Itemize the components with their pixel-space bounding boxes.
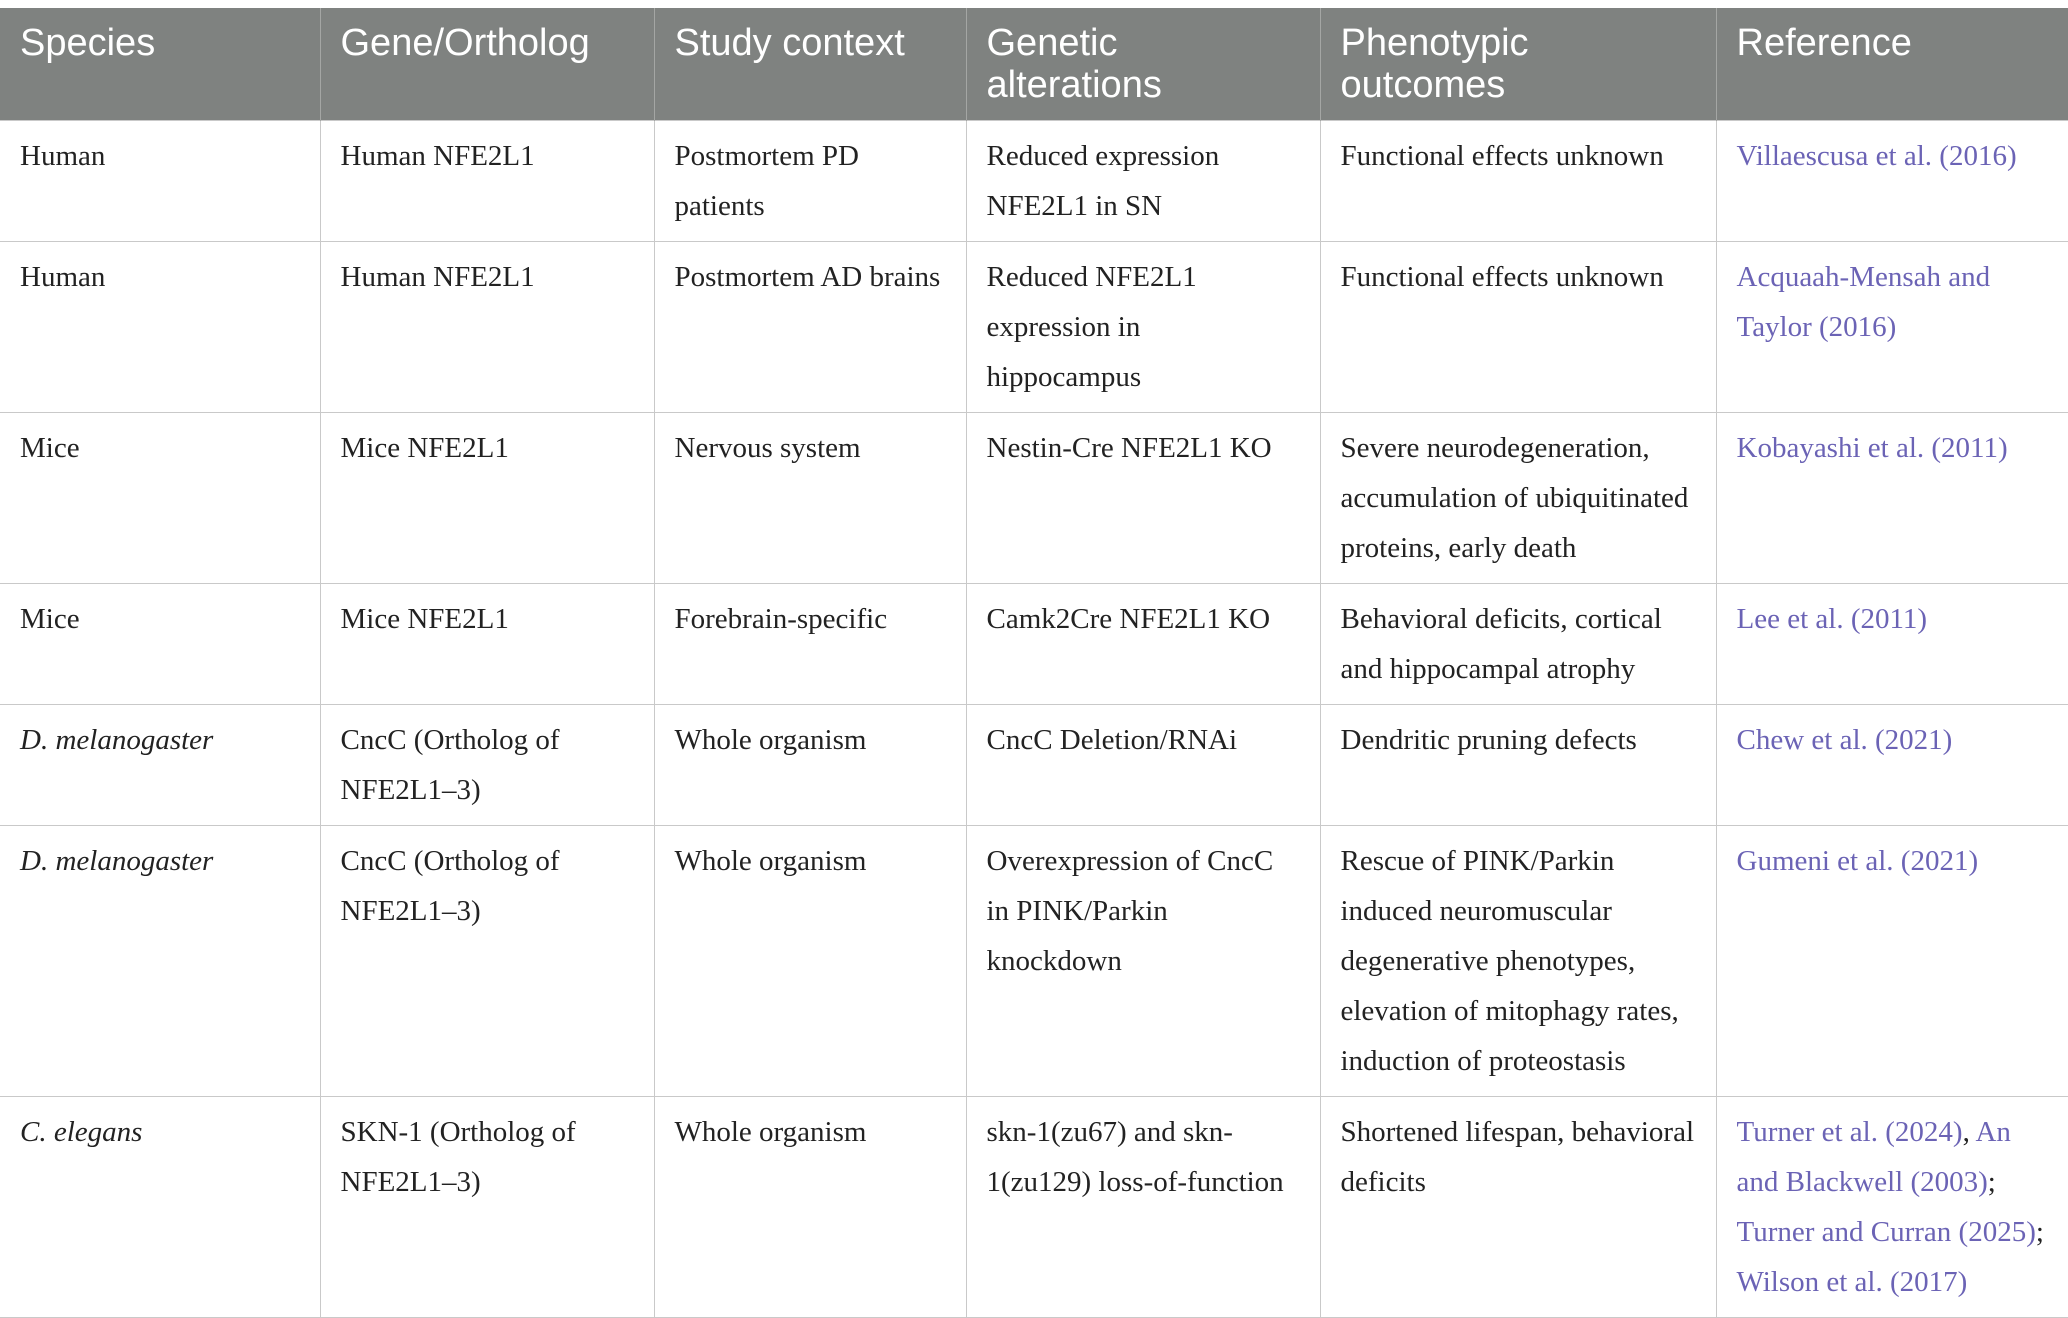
phenotypic-outcomes-cell: Shortened lifespan, behavioral deficits	[1320, 1097, 1716, 1318]
table-row	[0, 705, 2068, 826]
header-phenotypic-outcomes: Phenotypic outcomes	[1320, 8, 1716, 121]
header-row	[0, 8, 2068, 121]
gene-cell: Mice NFE2L1	[320, 584, 654, 705]
reference-link[interactable]: Wilson et al. (2017)	[1736, 1266, 1968, 1298]
gene-cell: CncC (Ortholog of NFE2L1–3)	[320, 826, 654, 1097]
reference-link[interactable]: Acquaah-Mensah and Taylor (2016)	[1736, 261, 1991, 343]
reference-cell	[1716, 826, 2068, 1097]
gene-cell: Human NFE2L1	[320, 121, 654, 242]
reference-link[interactable]: Villaescusa et al. (2016)	[1736, 140, 2017, 172]
reference-link[interactable]: Kobayashi et al. (2011)	[1736, 432, 2008, 464]
header-genetic-alterations: Genetic alterations	[966, 8, 1320, 121]
phenotypic-outcomes-cell: Functional effects unknown	[1320, 121, 1716, 242]
table-row	[0, 584, 2068, 705]
genetic-alterations-cell: Reduced NFE2L1 expression in hippocampus	[966, 242, 1320, 413]
reference-cell	[1716, 705, 2068, 826]
reference-cell	[1716, 584, 2068, 705]
gene-cell: Mice NFE2L1	[320, 413, 654, 584]
reference-link[interactable]: Turner and Curran (2025)	[1736, 1216, 2036, 1248]
gene-cell: CncC (Ortholog of NFE2L1–3)	[320, 705, 654, 826]
header-reference: Reference	[1716, 8, 2068, 121]
header-gene-ortholog: Gene/Ortholog	[320, 8, 654, 121]
reference-link[interactable]: Lee et al. (2011)	[1736, 603, 1928, 635]
table-container	[0, 8, 2068, 1318]
header-species: Species	[0, 8, 320, 121]
reference-separator: ;	[2035, 1216, 2044, 1248]
table-row	[0, 413, 2068, 584]
genetic-alterations-cell: Reduced expression NFE2L1 in SN	[966, 121, 1320, 242]
reference-cell	[1716, 242, 2068, 413]
table-row	[0, 121, 2068, 242]
study-context-cell: Whole organism	[654, 705, 966, 826]
species-cell: Human	[0, 121, 320, 242]
study-context-cell: Postmortem PD patients	[654, 121, 966, 242]
genetic-alterations-cell: Camk2Cre NFE2L1 KO	[966, 584, 1320, 705]
phenotypic-outcomes-cell: Rescue of PINK/Parkin induced neuromuscular degenerative phenotypes, elevation of mitophagy rates, induction of proteostasis	[1320, 826, 1716, 1097]
genetic-studies-table	[0, 8, 2068, 1318]
table-row	[0, 826, 2068, 1097]
gene-cell: SKN-1 (Ortholog of NFE2L1–3)	[320, 1097, 654, 1318]
species-cell: Human	[0, 242, 320, 413]
study-context-cell: Whole organism	[654, 826, 966, 1097]
header-study-context: Study context	[654, 8, 966, 121]
study-context-cell: Nervous system	[654, 413, 966, 584]
species-cell: Mice	[0, 413, 320, 584]
reference-separator: ;	[1987, 1166, 1996, 1198]
phenotypic-outcomes-cell: Dendritic pruning defects	[1320, 705, 1716, 826]
table-row	[0, 1097, 2068, 1318]
reference-link[interactable]: An and Blackwell (2003)	[1736, 1116, 2011, 1198]
genetic-alterations-cell: Overexpression of CncC in PINK/Parkin knockdown	[966, 826, 1320, 1097]
species-cell: C. elegans	[0, 1097, 320, 1318]
reference-cell	[1716, 1097, 2068, 1318]
genetic-alterations-cell: skn-1(zu67) and skn-1(zu129) loss-of-function	[966, 1097, 1320, 1318]
study-context-cell: Forebrain-specific	[654, 584, 966, 705]
genetic-alterations-cell: Nestin-Cre NFE2L1 KO	[966, 413, 1320, 584]
gene-cell: Human NFE2L1	[320, 242, 654, 413]
reference-link[interactable]: Gumeni et al. (2021)	[1736, 845, 1979, 877]
species-cell: Mice	[0, 584, 320, 705]
study-context-cell: Postmortem AD brains	[654, 242, 966, 413]
reference-separator: ,	[1962, 1116, 1976, 1148]
genetic-alterations-cell: CncC Deletion/RNAi	[966, 705, 1320, 826]
species-cell: D. melanogaster	[0, 705, 320, 826]
reference-cell	[1716, 413, 2068, 584]
reference-link[interactable]: Chew et al. (2021)	[1736, 724, 1953, 756]
species-cell: D. melanogaster	[0, 826, 320, 1097]
reference-cell	[1716, 121, 2068, 242]
reference-link[interactable]: Turner et al. (2024)	[1736, 1116, 1963, 1148]
study-context-cell: Whole organism	[654, 1097, 966, 1318]
phenotypic-outcomes-cell: Functional effects unknown	[1320, 242, 1716, 413]
table-header	[0, 8, 2068, 121]
phenotypic-outcomes-cell: Severe neurodegeneration, accumulation of ubiquitinated proteins, early death	[1320, 413, 1716, 584]
table-body	[0, 121, 2068, 1318]
phenotypic-outcomes-cell: Behavioral deficits, cortical and hippocampal atrophy	[1320, 584, 1716, 705]
table-row	[0, 242, 2068, 413]
